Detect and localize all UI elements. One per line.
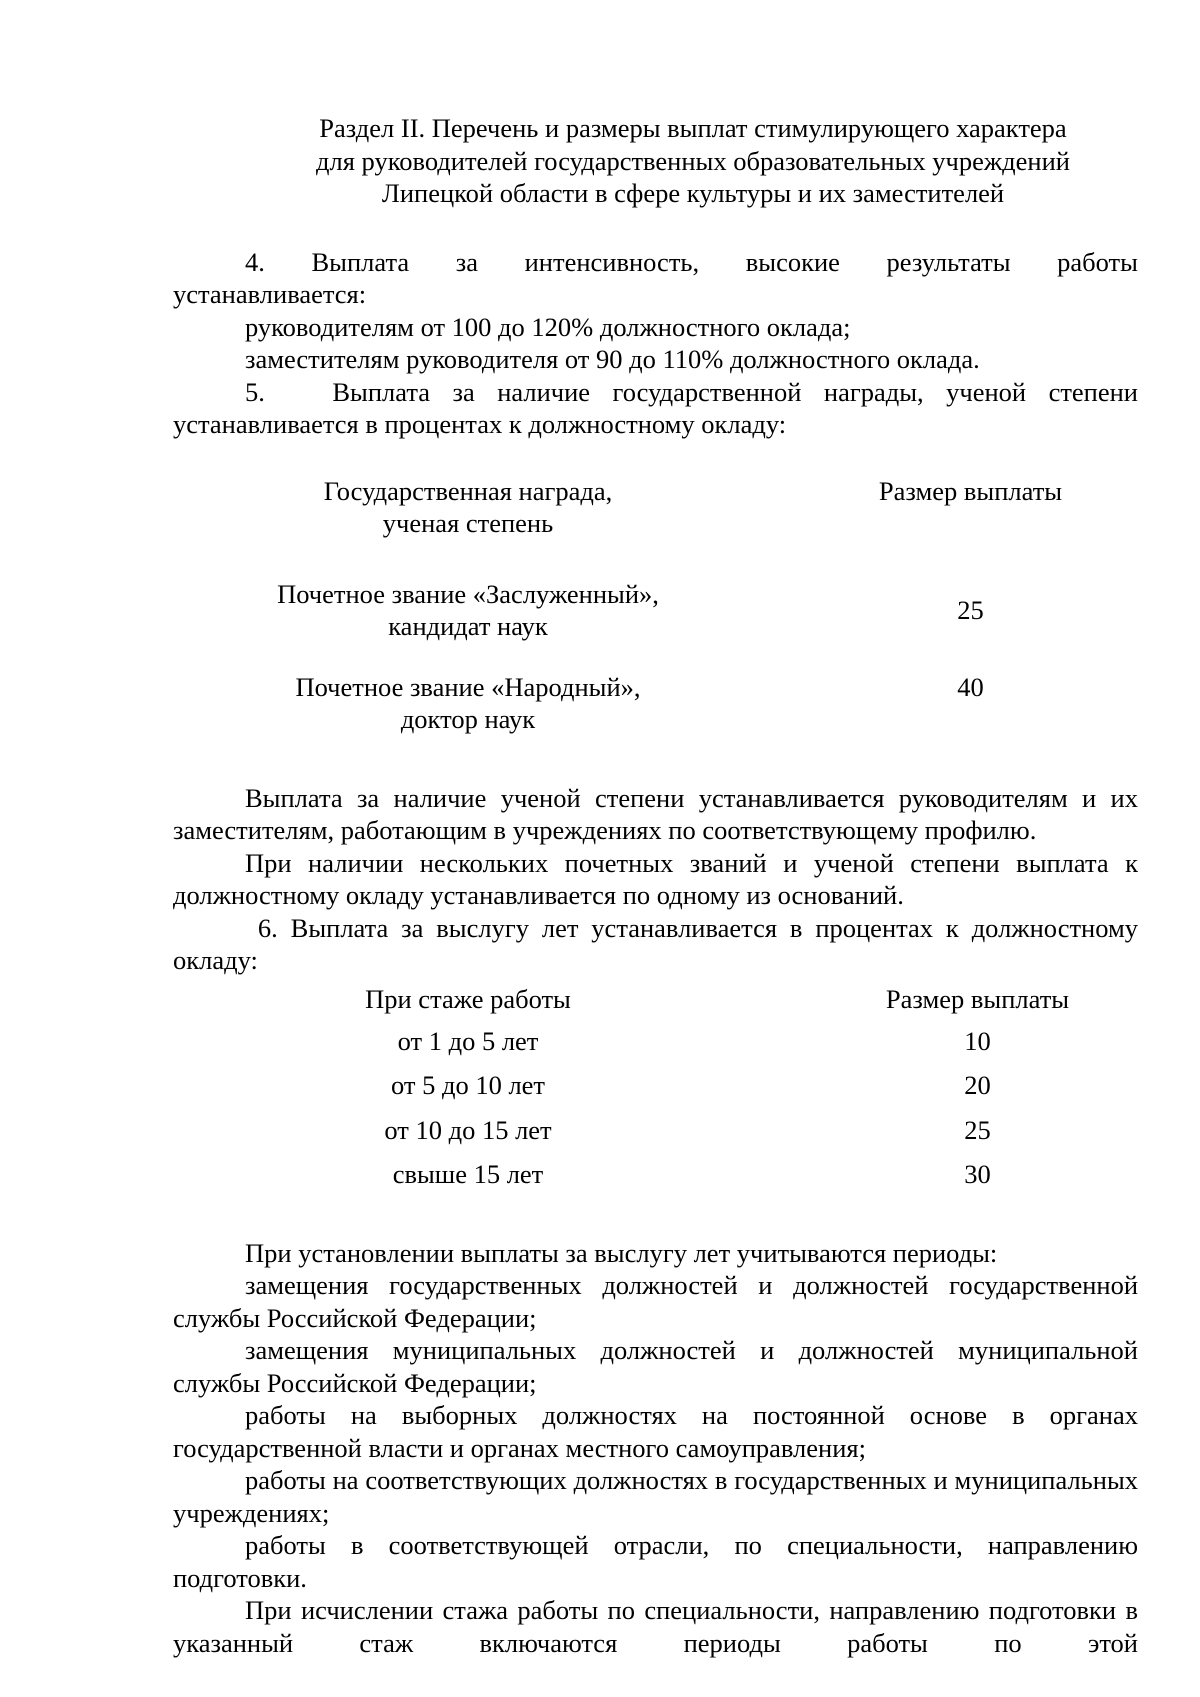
header-text: Государственная награда, — [323, 475, 613, 506]
title-line: Раздел II. Перечень и размеры выплат стимулирующего характера — [319, 113, 1067, 143]
table-cell — [173, 540, 763, 643]
table-cell: свыше 15 лет — [392, 1159, 544, 1189]
table-header-cell: Размер выплаты — [878, 475, 1063, 506]
paragraph: замещения государственных должностей и должностей государственной службы Российской Федерации; — [173, 1270, 1138, 1333]
document-page — [173, 112, 1145, 1659]
word: высокие — [745, 246, 840, 277]
item-5: 5. Выплата за наличие государственной награды, ученой степени устанавливается в процентах к должностному окладу: — [173, 376, 1145, 439]
word: работы — [1057, 246, 1138, 277]
paragraph: заместителям руководителя от 90 до 110% должностного оклада. — [245, 344, 980, 374]
paragraph: работы на выборных должностях на постоянной основе в органах государственной власти и органах местного самоуправления; — [173, 1400, 1138, 1463]
word: за — [455, 246, 478, 277]
title-line: для руководителей государственных образовательных учреждений — [316, 145, 1070, 176]
table-header-row — [173, 475, 1138, 540]
table-cell: от 1 до 5 лет — [397, 1025, 539, 1056]
table-row — [173, 1019, 1138, 1064]
cell-text: Почетное звание «Народный», — [295, 671, 641, 702]
table-header-cell: При стаже работы — [365, 983, 571, 1014]
paragraph: При наличии нескольких почетных званий и ученой степени выплата к должностному окладу устанавливается по одному из оснований. — [173, 847, 1138, 910]
table-cell: от 5 до 10 лет — [390, 1070, 546, 1100]
cell-text: Почетное звание «Заслуженный», — [277, 578, 659, 609]
table-cell: 25 — [957, 594, 984, 625]
table-row — [173, 1152, 1138, 1197]
item-6: 6. Выплата за выслугу лет устанавливается в процентах к должностному окладу: — [173, 912, 1145, 975]
table-header-row — [173, 983, 1138, 1019]
seniority-table — [173, 983, 1138, 1197]
word: интенсивность, — [524, 246, 700, 277]
paragraph: замещения муниципальных должностей и должностей муниципальной службы Российской Федерации; — [173, 1335, 1138, 1398]
table-cell — [173, 643, 763, 736]
section-title — [248, 112, 1138, 210]
paragraph: работы на соответствующих должностях в государственных и муниципальных учреждениях; — [173, 1465, 1138, 1528]
table-header-cell — [173, 475, 763, 540]
awards-table — [173, 475, 1138, 736]
word: 4. — [245, 246, 265, 277]
item-4-continuation: устанавливается: — [173, 279, 367, 309]
table-cell: 10 — [964, 1025, 991, 1056]
table-row — [173, 540, 1138, 643]
paragraph: руководителям от 100 до 120% должностного оклада; — [245, 311, 851, 342]
table-row — [173, 1063, 1138, 1108]
cell-text: кандидат наук — [388, 611, 548, 641]
cell-text: доктор наук — [400, 704, 536, 734]
table-header-cell: Размер выплаты — [885, 983, 1070, 1014]
paragraph: При установлении выплаты за выслугу лет учитываются периоды: — [245, 1237, 998, 1268]
word: Выплата — [311, 246, 410, 277]
table-row — [173, 1108, 1138, 1153]
paragraph: Выплата за наличие ученой степени устанавливается руководителям и их заместителям, работающим в учреждениях по соответствующему профилю. — [173, 782, 1138, 845]
table-cell: 20 — [964, 1070, 991, 1100]
header-text: ученая степень — [382, 508, 554, 538]
word: результаты — [886, 246, 1011, 277]
table-cell: от 10 до 15 лет — [384, 1114, 552, 1145]
title-line: Липецкой области в сфере культуры и их заместителей — [381, 178, 1005, 208]
paragraph: работы в соответствующей отрасли, по специальности, направлению подготовки. — [173, 1530, 1138, 1593]
table-row — [173, 643, 1138, 736]
item-4-first-line — [173, 246, 1138, 279]
paragraph: При исчислении стажа работы по специальности, направлению подготовки в указанный стаж включаются периоды работы по этой — [173, 1595, 1138, 1658]
table-cell: 40 — [957, 671, 984, 702]
table-cell: 30 — [964, 1159, 991, 1189]
table-cell: 25 — [964, 1114, 991, 1145]
item-4 — [173, 246, 1138, 376]
